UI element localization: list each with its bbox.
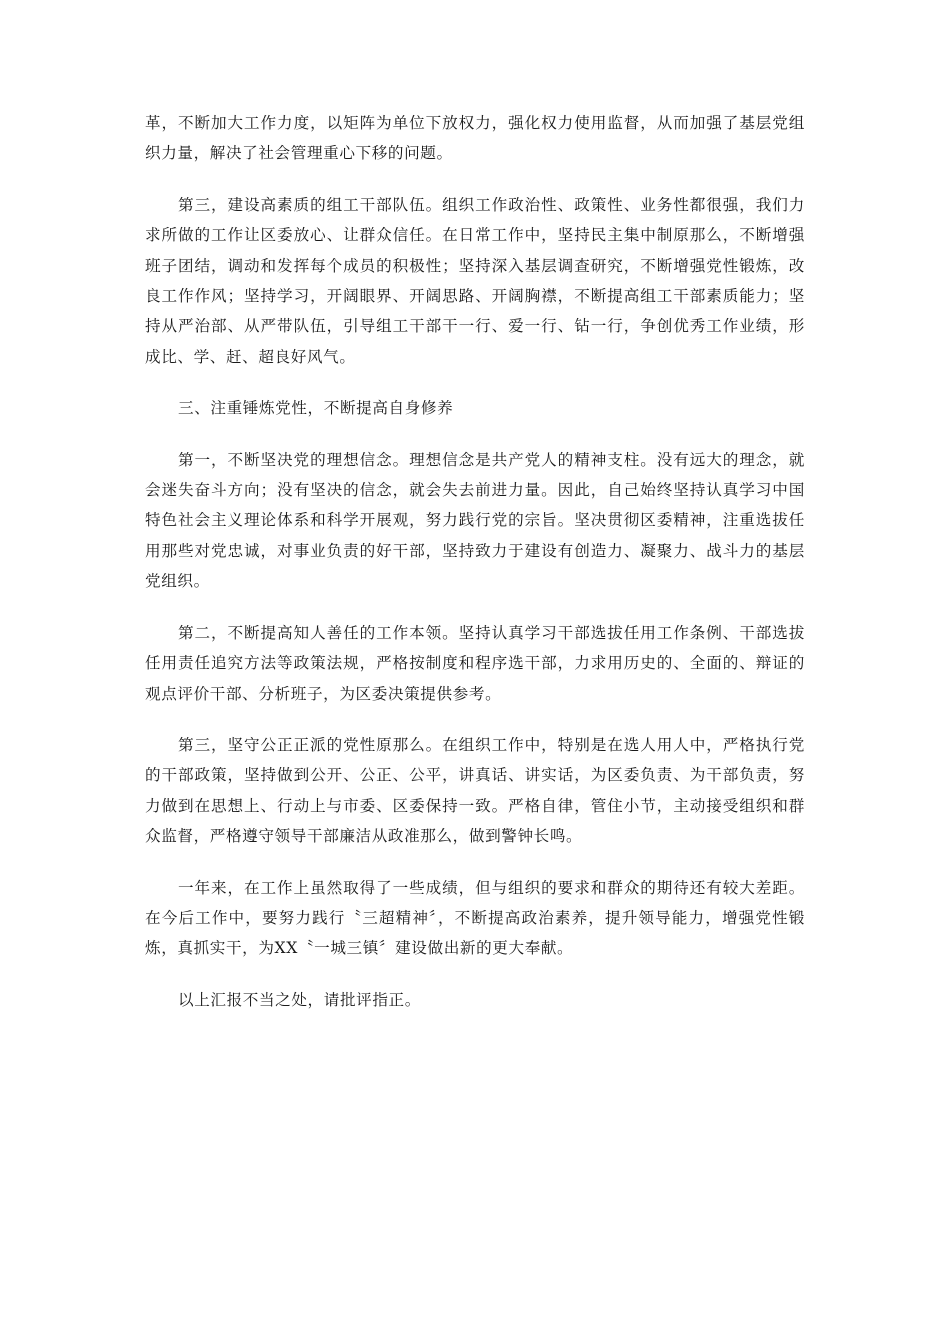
paragraph-1: 革，不断加大工作力度，以矩阵为单位下放权力，强化权力使用监督，从而加强了基层党组织力量，解决了社会管理重心下移的问题。 [145,114,805,163]
paragraph-6: 第三，坚守公正正派的党性原那么。在组织工作中，特别是在选人用人中，严格执行党的干部政策，坚持做到公开、公正、公平，讲真话、讲实话，为区委负责、为干部负责，努力做到在思想上、行动上与市委、区委保持一致。严格自律，管住小节，主动接受组织和群众监督，严格遵守领导干部廉洁从政准那么，做到警钟长鸣。 [145,735,805,846]
section-heading-3: 三、注重锤炼党性，不断提高自身修养 [178,399,454,418]
paragraph-2: 第三，建设高素质的组工干部队伍。组织工作政治性、政策性、业务性都很强，我们力求所做的工作让区委放心、让群众信任。在日常工作中，坚持民主集中制原那么，不断增强班子团结，调动和发挥每个成员的积极性；坚持深入基层调查研究，不断增强党性锻炼，改良工作作风；坚持学习，开阔眼界、开阔思路、开阔胸襟，不断提高组工干部素质能力；坚持从严治部、从严带队伍，引导组工干部干一行、爱一行、钻一行，争创优秀工作业绩，形成比、学、赶、超良好风气。 [145,195,805,366]
paragraph-4: 第一，不断坚决党的理想信念。理想信念是共产党人的精神支柱。没有远大的理念，就会迷失奋斗方向；没有坚决的信念，就会失去前进力量。因此，自己始终坚持认真学习中国特色社会主义理论体系和科学开展观，努力践行党的宗旨。坚决贯彻区委精神，注重选拔任用那些对党忠诚，对事业负责的好干部，坚持致力于建设有创造力、凝聚力、战斗力的基层党组织。 [145,450,805,591]
paragraph-7: 一年来，在工作上虽然取得了一些成绩，但与组织的要求和群众的期待还有较大差距。在今后工作中，要努力践行〝三超精神〞，不断提高政治素养，提升领导能力，增强党性锻炼，真抓实干，为XX〝一城三镇〞建设做出新的更大奉献。 [145,878,805,958]
document-page [145,108,805,1036]
paragraph-5: 第二，不断提高知人善任的工作本领。坚持认真学习干部选拔任用工作条例、干部选拔任用责任追究方法等政策法规，严格按制度和程序选干部，力求用历史的、全面的、辩证的观点评价干部、分析班子，为区委决策提供参考。 [145,623,805,703]
closing-paragraph: 以上汇报不当之处，请批评指正。 [178,990,421,1009]
